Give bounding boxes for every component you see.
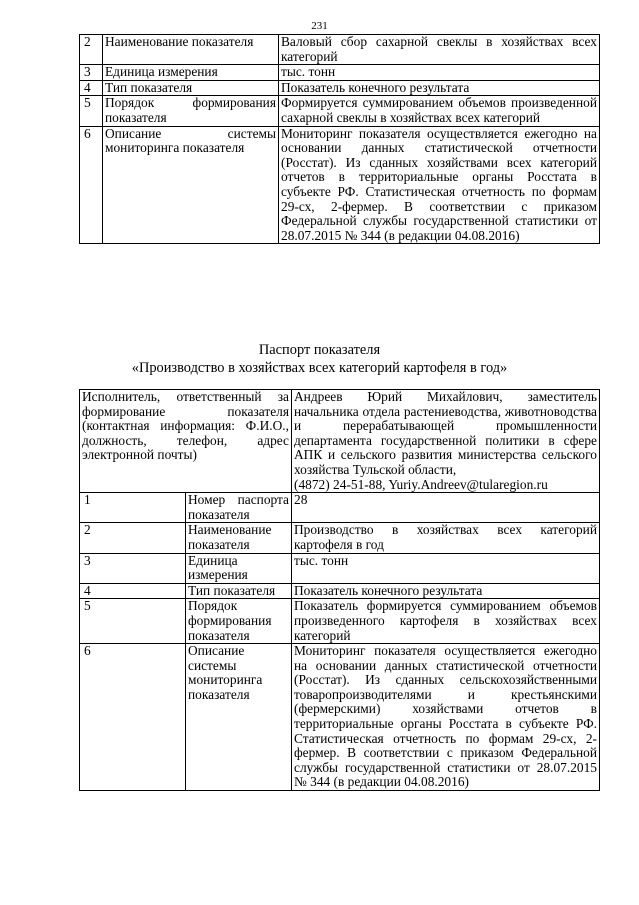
table-row <box>80 35 600 65</box>
row-label: Единица измерения <box>186 553 292 583</box>
row-label: Порядок формирования показателя <box>103 96 279 126</box>
table-row <box>80 583 600 599</box>
row-label: Единица измерения <box>103 65 279 81</box>
table-row <box>80 644 600 791</box>
row-label: Наименование показателя <box>186 523 292 553</box>
table-row <box>80 553 600 583</box>
row-label: Описание системы мониторинга показателя <box>103 126 279 244</box>
table-row <box>80 126 600 244</box>
executor-label: Исполнитель, ответственный за формирование показателя (контактная информация: Ф.И.О., должность, телефон, адрес электронной почты) <box>80 390 292 493</box>
row-number: 5 <box>80 96 103 126</box>
row-number: 1 <box>80 493 186 523</box>
row-value: Формируется суммированием объемов произведенной сахарной свеклы в хозяйствах всех категорий <box>279 96 600 126</box>
row-value: тыс. тонн <box>292 553 600 583</box>
passport-title: Паспорт показателя <box>258 342 381 358</box>
row-number: 3 <box>80 553 186 583</box>
row-number: 2 <box>80 35 103 65</box>
page-number: 231 <box>311 20 328 32</box>
row-number: 5 <box>80 599 186 644</box>
row-value: Показатель формируется суммированием объемов произведенного картофеля в хозяйствах всех категорий <box>292 599 600 644</box>
row-value: Мониторинг показателя осуществляется ежегодно на основании данных статистической отчетности (Росстат). Из сданных хозяйствами всех категорий отчетов в территориальные органы Росстата в субъекте РФ. Статистическая отчетность по формам 29-сх, 2-фермер. В соответствии с приказом Федеральной службы государственной статистики от 28.07.2015 № 344 (в редакции 04.08.2016) <box>279 126 600 244</box>
row-value: Показатель конечного результата <box>279 80 600 96</box>
row-value: Производство в хозяйствах всех категорий картофеля в год <box>292 523 600 553</box>
row-label: Тип показателя <box>186 583 292 599</box>
table-row <box>80 493 600 523</box>
row-label: Тип показателя <box>103 80 279 96</box>
row-number: 6 <box>80 126 103 244</box>
row-value: тыс. тонн <box>279 65 600 81</box>
row-number: 4 <box>80 80 103 96</box>
row-number: 6 <box>80 644 186 791</box>
table-row <box>80 80 600 96</box>
row-label: Наименование показателя <box>103 35 279 65</box>
executor-name: Андреев Юрий Михайлович, заместитель начальника отдела растениеводства, животноводства и перерабатывающей промышленности департамента государственной политики в сфере АПК и сельского развития министерства сельского хозяйства Тульской области, <box>294 389 597 477</box>
row-value: Мониторинг показателя осуществляется ежегодно на основании данных статистической отчетности (Росстат). Из сданных сельскохозяйственными товаропроизводителями и крестьянскими (фермерскими) хозяйствами отчетов в территориальные органы Росстата в субъекте РФ. Статистическая отчетность по формам 29-сх, 2-фермер. В соответствии с приказом Федеральной службы государственной статистики от 28.07.2015 № 344 (в редакции 04.08.2016) <box>292 644 600 791</box>
row-label: Порядок формирования показателя <box>186 599 292 644</box>
row-value: 28 <box>292 493 600 523</box>
row-label: Номер паспорта показателя <box>186 493 292 523</box>
table-row <box>80 599 600 644</box>
table-row <box>80 96 600 126</box>
table-row-executor <box>80 390 600 493</box>
executor-value <box>292 390 600 493</box>
executor-contact: (4872) 24-51-88, Yuriy.Andreev@tularegion.ru <box>294 476 548 492</box>
indicator-table-continued <box>79 34 600 244</box>
row-number: 3 <box>80 65 103 81</box>
table-row <box>80 523 600 553</box>
row-number: 4 <box>80 583 186 599</box>
passport-subtitle: «Производство в хозяйствах всех категорий картофеля в год» <box>131 360 508 376</box>
row-number: 2 <box>80 523 186 553</box>
table-row <box>80 65 600 81</box>
passport-table <box>79 389 600 791</box>
row-value: Валовый сбор сахарной свеклы в хозяйствах всех категорий <box>279 35 600 65</box>
row-value: Показатель конечного результата <box>292 583 600 599</box>
row-label: Описание системы мониторинга показателя <box>186 644 292 791</box>
